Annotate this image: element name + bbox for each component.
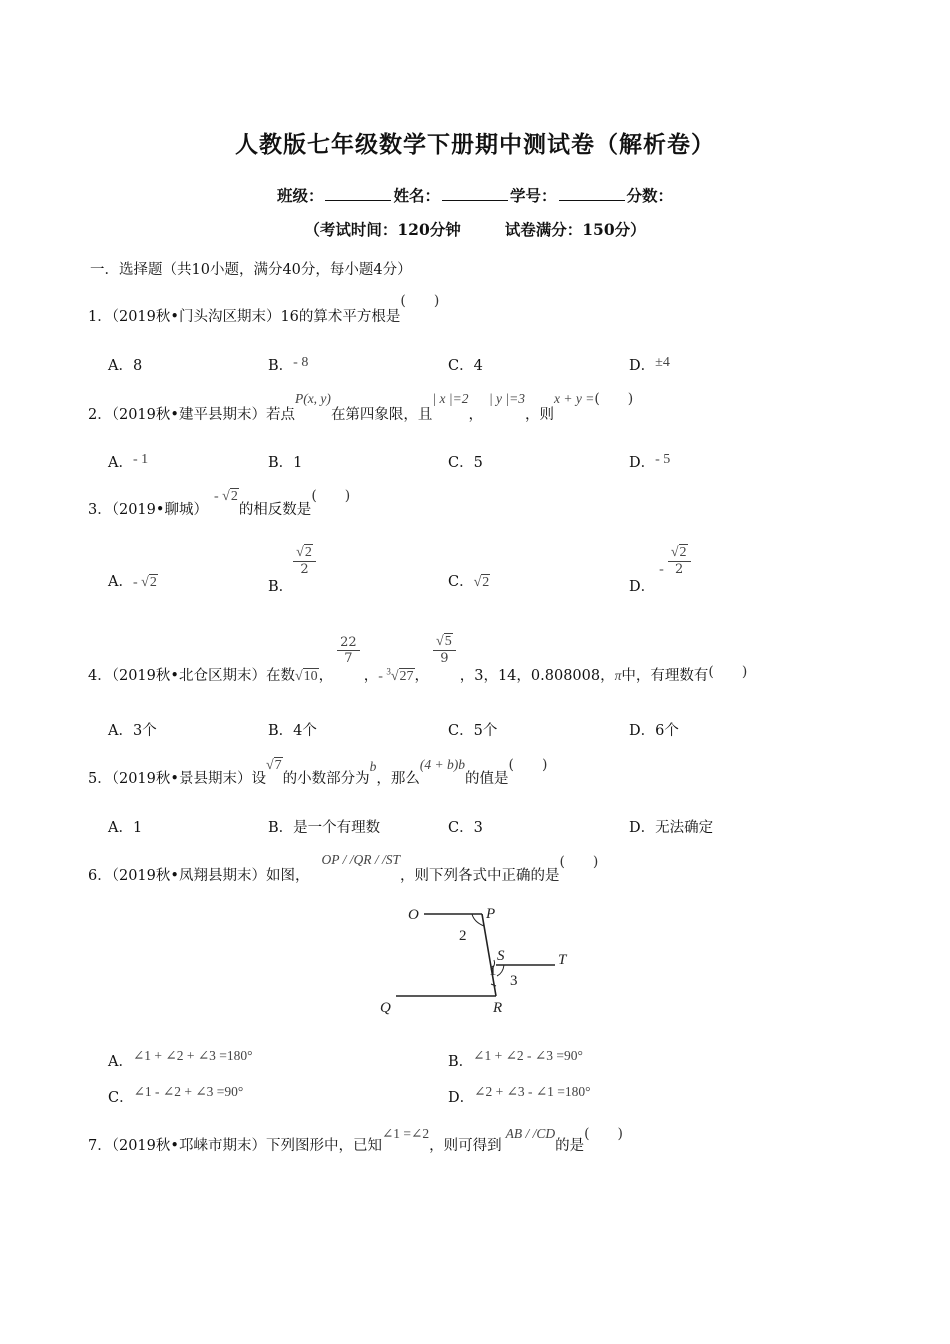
q3-b-denominator: 2	[293, 561, 316, 577]
q5-text-1: 设	[251, 771, 266, 787]
question-6	[88, 852, 599, 885]
q5-b: b	[369, 759, 377, 774]
q4-cuberoot: - $^3$√27	[378, 666, 414, 684]
q2-abs-y: | y |=3	[488, 391, 525, 406]
q6-option-d-value: ∠2 + ∠3 - ∠1 =180°	[474, 1084, 591, 1099]
q4-option-b[interactable]: B．4个	[268, 723, 317, 739]
q3-number: 3．	[88, 502, 112, 518]
q2-option-a-label: A．	[108, 455, 133, 471]
q1-option-b-value: - 8	[293, 355, 309, 370]
q3-option-d-label: D．	[629, 579, 656, 595]
q3-option-b-label: B．	[268, 579, 294, 595]
q2-expression: x + y =	[554, 391, 595, 406]
q3-option-a-value: - √2	[132, 575, 157, 590]
q3-a-radicand: 2	[149, 575, 157, 590]
q2-answer-paren: ( )	[594, 391, 634, 407]
q6-figure	[380, 896, 580, 1021]
q4-sep-1: ，	[318, 668, 334, 684]
q3-b-radicand: 2	[304, 545, 312, 560]
q1-source: （2019秋•门头沟区期末）	[111, 309, 281, 325]
q1-option-b[interactable]	[268, 354, 308, 375]
q3-c-radicand: 2	[482, 575, 490, 590]
q5-option-b[interactable]: B．是一个有理数	[268, 820, 381, 836]
q2-option-d-label: D．	[629, 455, 656, 471]
label-o: O	[408, 907, 419, 923]
q7-answer-paren: ( )	[584, 1126, 624, 1142]
label-r: R	[493, 1000, 503, 1016]
q6-option-c-label: C．	[108, 1090, 134, 1106]
page-title: 人教版七年级数学下册期中测试卷（解析卷）	[235, 131, 715, 158]
q5-sqrt7: √7	[265, 758, 282, 773]
q4-d9: 9	[433, 650, 456, 666]
q2-text-2: 在第四象限，且	[330, 407, 433, 423]
label-t: T	[558, 952, 567, 968]
question-7	[88, 1126, 624, 1155]
q4-neg: -	[378, 669, 383, 684]
q4-answer-paren: ( )	[708, 664, 748, 680]
question-5	[88, 757, 548, 788]
label-s: S	[497, 948, 505, 964]
q2-number: 2．	[88, 407, 112, 423]
q2-comma: ，	[468, 407, 483, 423]
q7-angle-equation: ∠1 =∠2	[381, 1126, 430, 1141]
q6-option-d[interactable]	[448, 1086, 591, 1107]
q4-frac-22-7	[337, 635, 360, 666]
q6-option-c[interactable]	[108, 1086, 243, 1107]
q3-d-radicand: 2	[679, 545, 687, 560]
q2-abs-x: | x |=2	[432, 391, 469, 406]
q6-option-a[interactable]	[108, 1050, 253, 1071]
name-blank[interactable]	[442, 186, 508, 201]
section-heading: 一．选择题（共10小题，满分40分，每小题4分）	[90, 262, 412, 278]
id-label: 学号：	[510, 186, 557, 205]
q2-text-1: 若点	[265, 407, 295, 423]
q1-option-d[interactable]	[629, 354, 670, 375]
q2-option-a-value: - 1	[132, 452, 149, 467]
q3-option-d-fraction: $\frac{√2}{2}$	[668, 545, 691, 577]
q3-answer-paren: ( )	[311, 488, 351, 504]
q4-number: 4．	[88, 668, 112, 684]
q1-option-b-label: B．	[268, 358, 294, 374]
q4-frac-sqrt5-9: $\frac{√5}{9}$	[433, 634, 456, 666]
q6-option-b[interactable]	[448, 1050, 583, 1071]
q1-text: 16的算术平方根是	[280, 309, 401, 325]
q5-option-c[interactable]: C．3	[448, 820, 483, 836]
exam-meta	[0, 218, 950, 240]
q6-text-2: ，则下列各式中正确的是	[399, 868, 560, 884]
q4-option-d[interactable]: D．6个	[629, 723, 679, 739]
q2-option-d-value: - 5	[655, 452, 671, 467]
q6-expression: OP / /QR / /ST	[321, 852, 400, 867]
q4-n22: 22	[340, 634, 357, 650]
q6-number: 6．	[88, 868, 112, 884]
q2-option-c[interactable]: C．5	[448, 455, 483, 471]
q7-number: 7．	[88, 1138, 112, 1154]
q3-a-neg: -	[132, 575, 138, 590]
q4-r5: 5	[444, 634, 452, 649]
q6-text-1: 如图，	[265, 868, 310, 884]
q4-r27: 27	[399, 669, 414, 684]
q2-source: （2019秋•建平县期末）	[111, 407, 266, 423]
q3-source: （2019•聊城）	[111, 502, 208, 518]
label-angle-3: 3	[510, 973, 518, 989]
q5-option-a[interactable]: A．1	[108, 820, 143, 836]
q3-option-c[interactable]	[448, 570, 490, 591]
q4-option-a[interactable]: A．3个	[108, 723, 157, 739]
q1-option-d-label: D．	[629, 358, 656, 374]
q4-r10: 10	[303, 669, 318, 684]
q7-parallel: AB / /CD	[505, 1126, 556, 1141]
q4-pi: π	[614, 668, 622, 683]
q5-text-3: ，那么	[376, 771, 420, 787]
q4-text-1: 在数	[265, 668, 295, 684]
q4-cube-index: 3	[386, 666, 391, 677]
question-1	[88, 293, 440, 326]
exam-time: （考试时间：120分钟	[304, 220, 461, 239]
q4-source: （2019秋•北仓区期末）	[111, 668, 266, 684]
exam-full-score: 试卷满分：150分）	[504, 220, 646, 239]
q7-source: （2019秋•邛崃市期末）	[111, 1138, 266, 1154]
question-2	[88, 391, 634, 424]
q3-neg-sign: -	[213, 489, 219, 504]
angle-3-arc	[497, 965, 504, 976]
q1-option-c[interactable]: C．4	[448, 358, 483, 374]
q2-point: P(x, y)	[294, 391, 331, 406]
q5-option-d[interactable]: D．无法确定	[629, 820, 714, 836]
line-pr	[482, 914, 496, 996]
q6-source: （2019秋•凤翔县期末）	[111, 868, 266, 884]
q2-option-d[interactable]	[629, 451, 670, 472]
question-3	[88, 488, 351, 519]
q3-radicand: 2	[230, 489, 238, 504]
q5-answer-paren: ( )	[508, 757, 548, 773]
q6-option-d-label: D．	[448, 1090, 475, 1106]
q1-number: 1．	[88, 309, 112, 325]
q7-text-2: ，则可得到	[429, 1138, 502, 1154]
q4-sep-3: ，	[414, 668, 430, 684]
q5-number: 5．	[88, 771, 112, 787]
q6-answer-paren: ( )	[559, 854, 599, 870]
class-blank[interactable]	[325, 186, 391, 201]
id-blank[interactable]	[559, 186, 625, 201]
q4-d7: 7	[337, 650, 360, 666]
label-angle-2: 2	[459, 928, 467, 944]
label-angle-1: 1	[489, 963, 497, 979]
q5-source: （2019秋•景县期末）	[111, 771, 252, 787]
q1-option-d-value: ±4	[655, 355, 670, 370]
q5-expression: (4 + b)b	[419, 757, 465, 772]
question-4	[88, 634, 748, 684]
q2-text-3: ，则	[525, 407, 554, 423]
q3-d-neg: -	[659, 562, 664, 577]
q5-text-2: 的小数部分为	[282, 771, 370, 787]
q4-sqrt10: √10	[294, 669, 318, 684]
q3-option-c-value: √2	[473, 575, 490, 590]
q2-option-b[interactable]: B．1	[268, 455, 303, 471]
label-q: Q	[380, 1000, 391, 1016]
name-label: 姓名：	[393, 186, 440, 205]
student-info-line	[0, 184, 950, 206]
q6-option-c-value: ∠1 - ∠2 + ∠3 =90°	[133, 1084, 244, 1099]
q1-option-a[interactable]: A．8	[108, 358, 143, 374]
q4-rest: ，3，14，0.808008，	[459, 668, 615, 684]
q6-option-b-label: B．	[448, 1054, 474, 1070]
q3-option-b[interactable]	[268, 545, 316, 595]
class-label: 班级：	[276, 186, 324, 205]
q3-d-denominator: 2	[668, 561, 691, 577]
q4-text-2: 中，有理数有	[621, 668, 709, 684]
q3-option-c-label: C．	[448, 574, 474, 590]
q5-r7: 7	[274, 758, 282, 773]
q6-option-a-value: ∠1 + ∠2 + ∠3 =180°	[132, 1048, 253, 1063]
q5-text-4: 的值是	[465, 771, 509, 787]
q3-option-d[interactable]	[629, 545, 691, 595]
q3-expression: - √2	[213, 489, 238, 504]
q3-option-a-label: A．	[108, 574, 133, 590]
score-label: 分数：	[626, 186, 674, 205]
label-p: P	[486, 906, 496, 922]
q3-option-a[interactable]	[108, 570, 158, 591]
q7-text-1: 下列图形中，已知	[265, 1138, 382, 1154]
q6-option-a-label: A．	[108, 1054, 133, 1070]
q2-option-a[interactable]	[108, 451, 148, 472]
q4-option-c[interactable]: C．5个	[448, 723, 498, 739]
q3-text: 的相反数是	[238, 502, 312, 518]
q7-text-3: 的是	[555, 1138, 585, 1154]
q4-sep-2: ，	[363, 668, 379, 684]
q1-answer-paren: ( )	[400, 293, 440, 309]
q3-option-b-fraction: $\frac{√2}{2}$	[293, 545, 316, 577]
q6-option-b-value: ∠1 + ∠2 - ∠3 =90°	[473, 1048, 583, 1063]
